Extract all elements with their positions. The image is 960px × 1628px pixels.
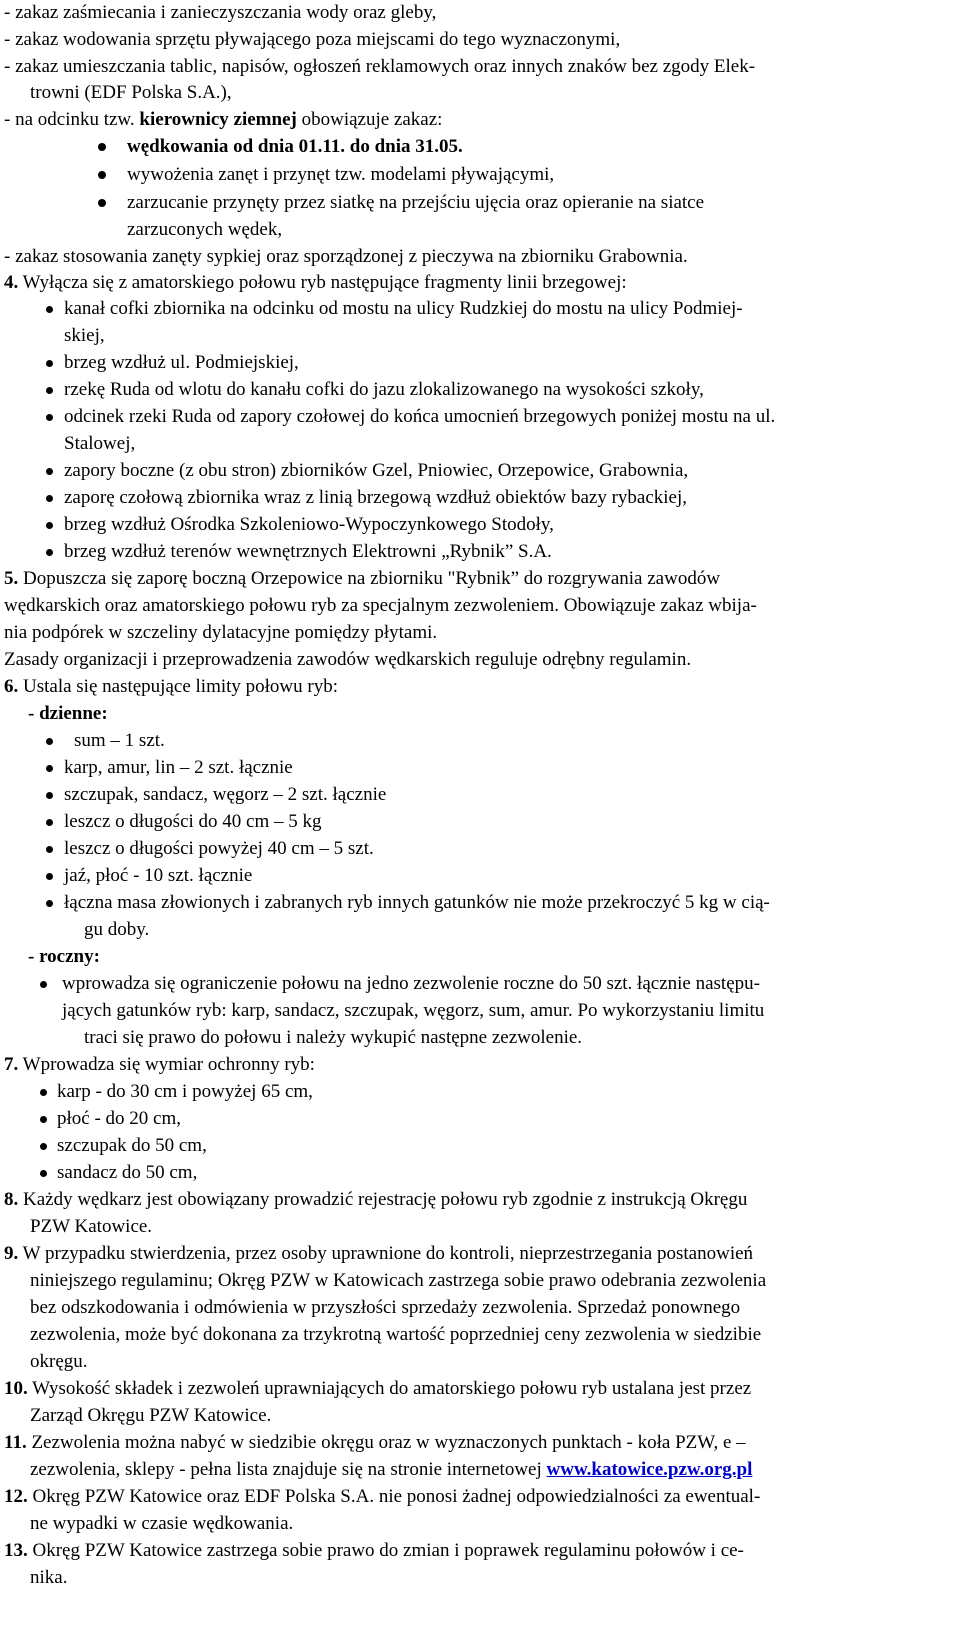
bullet-icon [40, 1170, 47, 1177]
list-item: wprowadza się ograniczenie połowu na jedno zezwolenie roczne do 50 szt. łącznie następu- [62, 973, 760, 994]
point-text: Zasady organizacji i przeprowadzenia zawodów wędkarskich reguluje odrębny regulamin. [4, 649, 692, 670]
bullet-icon [46, 495, 53, 502]
point-12 [4, 1486, 760, 1508]
point-number: 10. [4, 1378, 28, 1399]
point-number: 7. [4, 1054, 19, 1075]
bullet-icon [40, 1143, 47, 1150]
point-number: 13. [4, 1540, 28, 1561]
bullet-icon [46, 846, 53, 853]
point-text-part: zezwolenia, sklepy - pełna lista znajduje się na stronie internetowej [30, 1459, 547, 1480]
website-link[interactable]: www.katowice.pzw.org.pl [546, 1459, 753, 1480]
point-text: nika. [30, 1567, 68, 1588]
yearly-limits-label: - roczny: [28, 946, 100, 967]
list-item: karp, amur, lin – 2 szt. łącznie [64, 757, 293, 778]
bullet-icon [46, 387, 53, 394]
list-item: Stalowej, [64, 433, 136, 454]
point-text: Wysokość składek i zezwoleń uprawniających do amatorskiego połowu ryb ustalana jest przez [27, 1378, 752, 1399]
list-item: łączna masa złowionych i zabranych ryb innych gatunków nie może przekroczyć 5 kg w cią- [64, 892, 770, 913]
point-text: Okręg PZW Katowice oraz EDF Polska S.A. nie ponosi żadnej odpowiedzialności za ewentual- [27, 1486, 761, 1507]
point-text: PZW Katowice. [30, 1216, 153, 1237]
bullet-icon [46, 765, 53, 772]
list-item: leszcz o długości powyżej 40 cm – 5 szt. [64, 838, 374, 859]
list-item: karp - do 30 cm i powyżej 65 cm, [57, 1081, 313, 1102]
point-number: 11. [4, 1432, 27, 1453]
bullet-icon [46, 792, 53, 799]
point-7 [4, 1054, 315, 1076]
list-item: szczupak, sandacz, węgorz – 2 szt. łącznie [64, 784, 387, 805]
bullet-icon [46, 306, 53, 313]
point-13 [4, 1540, 744, 1562]
point-number: 4. [4, 272, 19, 293]
list-item: gu doby. [84, 919, 150, 940]
bullet-icon [98, 199, 106, 207]
point-5 [4, 568, 720, 590]
list-item: brzeg wzdłuż ul. Podmiejskiej, [64, 352, 299, 373]
point-6 [4, 676, 338, 698]
point-text: zezwolenia, może być dokonana za trzykrotną wartość poprzedniej ceny zezwolenia w siedzibie [30, 1324, 762, 1345]
kierownica-suffix: obowiązuje zakaz: [296, 109, 443, 130]
bullet-icon [46, 522, 53, 529]
point-text: okręgu. [30, 1351, 88, 1372]
point-number: 12. [4, 1486, 28, 1507]
rule-line: - zakaz zaśmiecania i zanieczyszczania wody oraz gleby, [4, 2, 437, 23]
rule-line: - zakaz wodowania sprzętu pływającego poza miejscami do tego wyznaczonymi, [4, 29, 621, 50]
list-item: płoć - do 20 cm, [57, 1108, 182, 1129]
kierownica-item: wędkowania od dnia 01.11. do dnia 31.05. [127, 136, 463, 157]
point-text: wędkarskich oraz amatorskiego połowu ryb za specjalnym zezwoleniem. Obowiązuje zakaz wbija- [4, 595, 757, 616]
bullet-icon [40, 1116, 47, 1123]
bullet-icon [46, 549, 53, 556]
list-item: kanał cofki zbiornika na odcinku od mostu na ulicy Rudzkiej do mostu na ulicy Podmiej- [64, 298, 743, 319]
point-text: Wyłącza się z amatorskiego połowu ryb następujące fragmenty linii brzegowej: [18, 272, 627, 293]
list-item: szczupak do 50 cm, [57, 1135, 207, 1156]
bullet-icon [46, 819, 53, 826]
kierownica-bold: kierownicy ziemnej [139, 109, 297, 130]
list-item: jących gatunków ryb: karp, sandacz, szczupak, węgorz, sum, amur. Po wykorzystaniu limitu [62, 1000, 765, 1021]
point-text: Zarząd Okręgu PZW Katowice. [30, 1405, 272, 1426]
daily-limits-label: - dzienne: [28, 703, 108, 724]
rule-line: trowni (EDF Polska S.A.), [30, 82, 232, 103]
point-4 [4, 272, 627, 294]
bullet-icon [46, 360, 53, 367]
point-number: 9. [4, 1243, 19, 1264]
kierownica-heading [4, 109, 442, 131]
point-text [30, 1459, 752, 1481]
list-item: zapory boczne (z obu stron) zbiorników Gzel, Pniowiec, Orzepowice, Grabownia, [64, 460, 689, 481]
bullet-icon [46, 738, 53, 745]
list-item: brzeg wzdłuż terenów wewnętrznych Elektrowni „Rybnik” S.A. [64, 541, 552, 562]
point-text: Okręg PZW Katowice zastrzega sobie prawo do zmian i poprawek regulaminu połowów i ce- [27, 1540, 744, 1561]
rule-line: - zakaz umieszczania tablic, napisów, ogłoszeń reklamowych oraz innych znaków bez zgody Elek- [4, 56, 756, 77]
point-11 [4, 1432, 746, 1454]
bullet-icon [46, 414, 53, 421]
point-text: bez odszkodowania i odmówienia w przyszłości sprzedaży zezwolenia. Sprzedaż ponownego [30, 1297, 741, 1318]
list-item: skiej, [64, 325, 105, 346]
point-text: Wprowadza się wymiar ochronny ryb: [18, 1054, 315, 1075]
point-number: 8. [4, 1189, 19, 1210]
list-item: rzekę Ruda od wlotu do kanału cofki do jazu zlokalizowanego na wysokości szkoły, [64, 379, 704, 400]
point-number: 5. [4, 568, 19, 589]
bullet-icon [46, 873, 53, 880]
point-text: Ustala się następujące limity połowu ryb: [18, 676, 339, 697]
point-9 [4, 1243, 753, 1265]
list-item: jaź, płoć - 10 szt. łącznie [64, 865, 253, 886]
point-10 [4, 1378, 751, 1400]
point-text: W przypadku stwierdzenia, przez osoby uprawnione do kontroli, nieprzestrzegania postanowień [18, 1243, 754, 1264]
list-item: brzeg wzdłuż Ośrodka Szkoleniowo-Wypoczynkowego Stodoły, [64, 514, 554, 535]
list-item: traci się prawo do połowu i należy wykupić następne zezwolenie. [84, 1027, 583, 1048]
bullet-icon [98, 171, 106, 179]
kierownica-item: wywożenia zanęt i przynęt tzw. modelami pływającymi, [127, 164, 555, 185]
point-text: nia podpórek w szczeliny dylatacyjne pomiędzy płytami. [4, 622, 438, 643]
bullet-icon [98, 143, 106, 151]
sypka-rule: - zakaz stosowania zanęty sypkiej oraz sporządzonej z pieczywa na zbiorniku Grabownia. [4, 246, 688, 267]
bullet-icon [40, 1089, 47, 1096]
kierownica-item: zarzucanie przynęty przez siatkę na przejściu ujęcia oraz opieranie na siatce [127, 192, 705, 213]
point-text: Zezwolenia można nabyć w siedzibie okręgu oraz w wyznaczonych punktach - koła PZW, e – [26, 1432, 746, 1453]
bullet-icon [40, 981, 47, 988]
list-item: sandacz do 50 cm, [57, 1162, 198, 1183]
point-8 [4, 1189, 747, 1211]
kierownica-prefix: - na odcinku tzw. [4, 109, 140, 130]
bullet-icon [46, 468, 53, 475]
point-text: Każdy wędkarz jest obowiązany prowadzić rejestrację połowu ryb zgodnie z instrukcją Okręgu [18, 1189, 748, 1210]
point-text: ne wypadki w czasie wędkowania. [30, 1513, 294, 1534]
list-item: leszcz o długości do 40 cm – 5 kg [64, 811, 322, 832]
point-number: 6. [4, 676, 19, 697]
bullet-icon [46, 900, 53, 907]
kierownica-item: zarzuconych wędek, [127, 219, 283, 240]
point-text: Dopuszcza się zaporę boczną Orzepowice na zbiorniku "Rybnik” do rozgrywania zawodów [18, 568, 721, 589]
point-text: niniejszego regulaminu; Okręg PZW w Katowicach zastrzega sobie prawo odebrania zezwolenia [30, 1270, 767, 1291]
list-item: odcinek rzeki Ruda od zapory czołowej do końca umocnień brzegowych poniżej mostu na ul. [64, 406, 776, 427]
list-item: sum – 1 szt. [74, 730, 165, 751]
list-item: zaporę czołową zbiornika wraz z linią brzegową wzdłuż obiektów bazy rybackiej, [64, 487, 688, 508]
